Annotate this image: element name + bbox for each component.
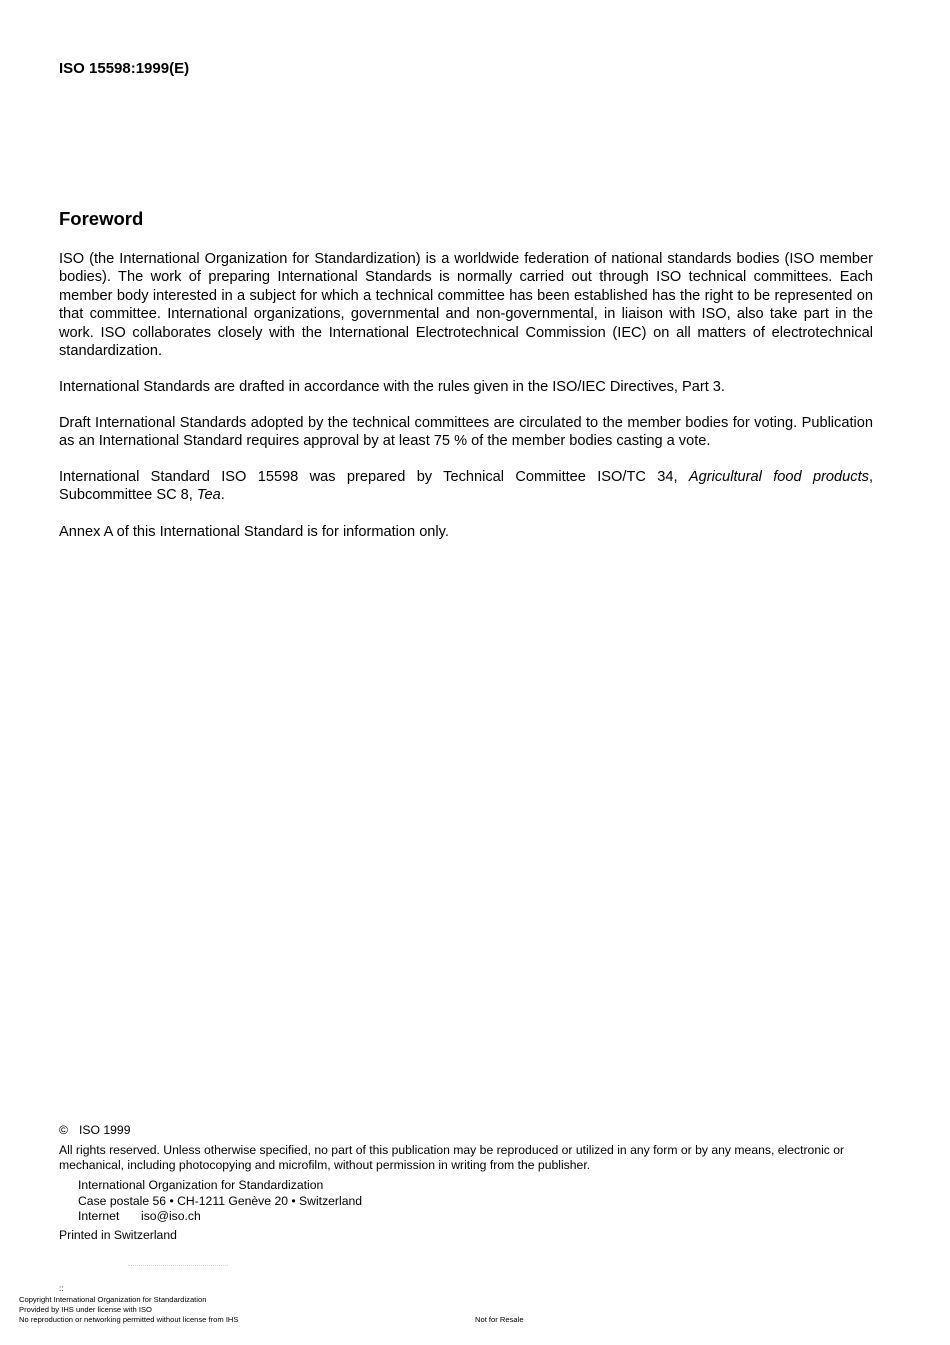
internet-email: iso@iso.ch — [141, 1209, 201, 1223]
foreword-heading: Foreword — [59, 208, 144, 229]
foreword-paragraph-4 — [59, 468, 873, 505]
org-name: International Organization for Standardization — [78, 1178, 324, 1192]
p4-text-end: . — [220, 487, 225, 504]
foreword-paragraph-1: ISO (the International Organization for Standardization) is a worldwide federation of national standards bodies (ISO member bodies). The work of preparing International Standards is normally carried out through ISO technical committees. Each member body interested in a subject for which a technical committee has been established has the right to be represented on that committee. International organizations, governmental and non-governmental, in liaison with ISO, also take part in the work. ISO collaborates closely with the International Electrotechnical Commission (IEC) on all matters of electrotechnical standardization. — [59, 251, 873, 360]
internet-label: Internet — [78, 1209, 120, 1223]
foreword-paragraph-5: Annex A of this International Standard is for information only. — [59, 524, 449, 540]
resale-notice: Not for Resale — [475, 1315, 524, 1324]
copyright-line — [59, 1123, 131, 1138]
foreword-paragraph-3: Draft International Standards adopted by the technical committees are circulated to the member bodies for voting. Publication as an International Standard requires approval by at least 75 % of the member bodies casting a vote. — [59, 415, 873, 450]
license-notice — [19, 1295, 238, 1325]
scan-artifact — [128, 1265, 228, 1272]
p4-committee-title: Agricultural food products — [688, 469, 869, 485]
p4-text-mid: , Subcommittee SC 8, — [59, 469, 873, 504]
license-line-1: Copyright International Organization for Standardization — [19, 1295, 207, 1304]
foreword-paragraph-2: International Standards are drafted in accordance with the rules given in the ISO/IEC Directives, Part 3. — [59, 379, 725, 395]
printed-in: Printed in Switzerland — [59, 1228, 177, 1242]
license-dots: :: — [59, 1284, 64, 1293]
document-identifier: ISO 15598:1999(E) — [59, 60, 190, 77]
p4-subcommittee-title: Tea — [196, 487, 221, 504]
license-line-3: No reproduction or networking permitted without license from IHS — [19, 1315, 239, 1324]
rights-statement: All rights reserved. Unless otherwise specified, no part of this publication may be reproduced or utilized in any form or by any means, electronic or mechanical, including photocopying and microfilm, without permission in writing from the publisher. — [59, 1143, 845, 1172]
org-address: Case postale 56 • CH-1211 Genève 20 • Switzerland — [78, 1193, 363, 1208]
license-line-2: Provided by IHS under license with ISO — [19, 1305, 152, 1314]
copyright-symbol: © — [59, 1123, 68, 1137]
internet-line — [78, 1209, 362, 1225]
p4-text-start: International Standard ISO 15598 was prepared by Technical Committee ISO/TC 34, — [59, 469, 689, 485]
publisher-address — [78, 1178, 362, 1225]
copyright-text: ISO 1999 — [79, 1123, 131, 1137]
